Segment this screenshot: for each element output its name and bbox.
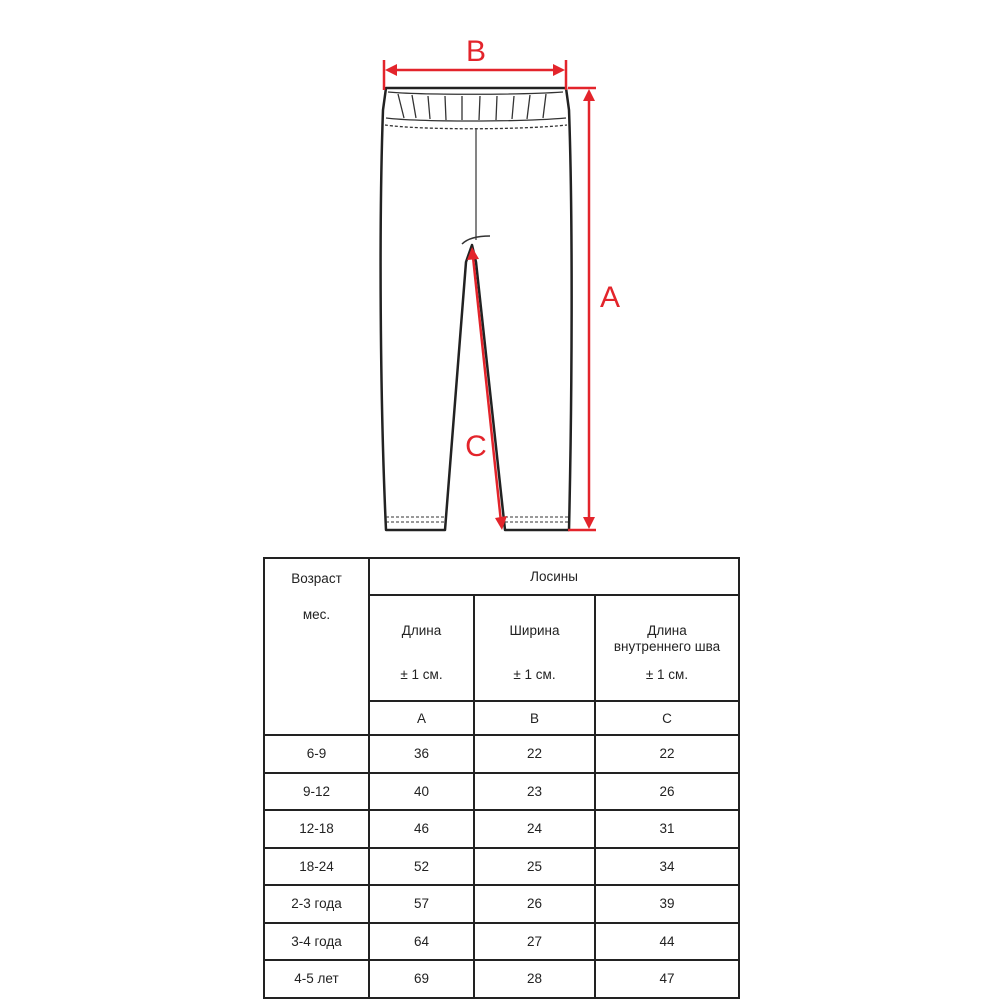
age-cell: 12-18	[264, 810, 369, 848]
value-b: 25	[474, 848, 595, 886]
value-a: 64	[369, 923, 474, 961]
measure-code-c: C	[595, 701, 739, 735]
table-row	[264, 885, 739, 923]
value-a: 52	[369, 848, 474, 886]
measure-name-line2: внутреннего шва	[613, 639, 721, 654]
value-b: 24	[474, 810, 595, 848]
age-header-cell	[264, 558, 369, 735]
age-cell: 9-12	[264, 773, 369, 811]
value-a: 46	[369, 810, 474, 848]
measure-code-b: B	[474, 701, 595, 735]
value-b: 26	[474, 885, 595, 923]
label-c: C	[465, 430, 487, 463]
age-cell: 6-9	[264, 735, 369, 773]
measure-tolerance: ± 1 см.	[645, 667, 689, 682]
product-header: Лосины	[369, 558, 739, 595]
value-a: 40	[369, 773, 474, 811]
measure-tolerance: ± 1 см.	[400, 667, 443, 682]
table-row	[264, 810, 739, 848]
value-b: 22	[474, 735, 595, 773]
value-c: 44	[595, 923, 739, 961]
age-cell: 4-5 лет	[264, 960, 369, 998]
value-c: 39	[595, 885, 739, 923]
value-a: 36	[369, 735, 474, 773]
label-a: A	[599, 281, 621, 314]
table-row	[264, 960, 739, 998]
value-c: 22	[595, 735, 739, 773]
measure-header-width	[474, 595, 595, 701]
table-row	[264, 848, 739, 886]
measure-code-a: A	[369, 701, 474, 735]
measure-header-inseam	[595, 595, 739, 701]
size-table	[263, 557, 740, 999]
label-b: B	[465, 35, 487, 68]
value-c: 34	[595, 848, 739, 886]
value-a: 57	[369, 885, 474, 923]
value-b: 28	[474, 960, 595, 998]
measure-name: Длина	[401, 623, 442, 638]
age-cell: 18-24	[264, 848, 369, 886]
age-cell: 2-3 года	[264, 885, 369, 923]
age-cell: 3-4 года	[264, 923, 369, 961]
value-c: 47	[595, 960, 739, 998]
table-row	[264, 735, 739, 773]
measure-tolerance: ± 1 см.	[513, 667, 556, 682]
measure-header-length	[369, 595, 474, 701]
table-row	[264, 773, 739, 811]
value-a: 69	[369, 960, 474, 998]
value-b: 27	[474, 923, 595, 961]
value-b: 23	[474, 773, 595, 811]
age-header-unit: мес.	[302, 607, 331, 622]
value-c: 26	[595, 773, 739, 811]
table-row	[264, 923, 739, 961]
value-c: 31	[595, 810, 739, 848]
measure-name: Ширина	[509, 623, 560, 638]
measure-name: Длина	[647, 623, 687, 638]
age-header-title: Возраст	[291, 571, 342, 586]
